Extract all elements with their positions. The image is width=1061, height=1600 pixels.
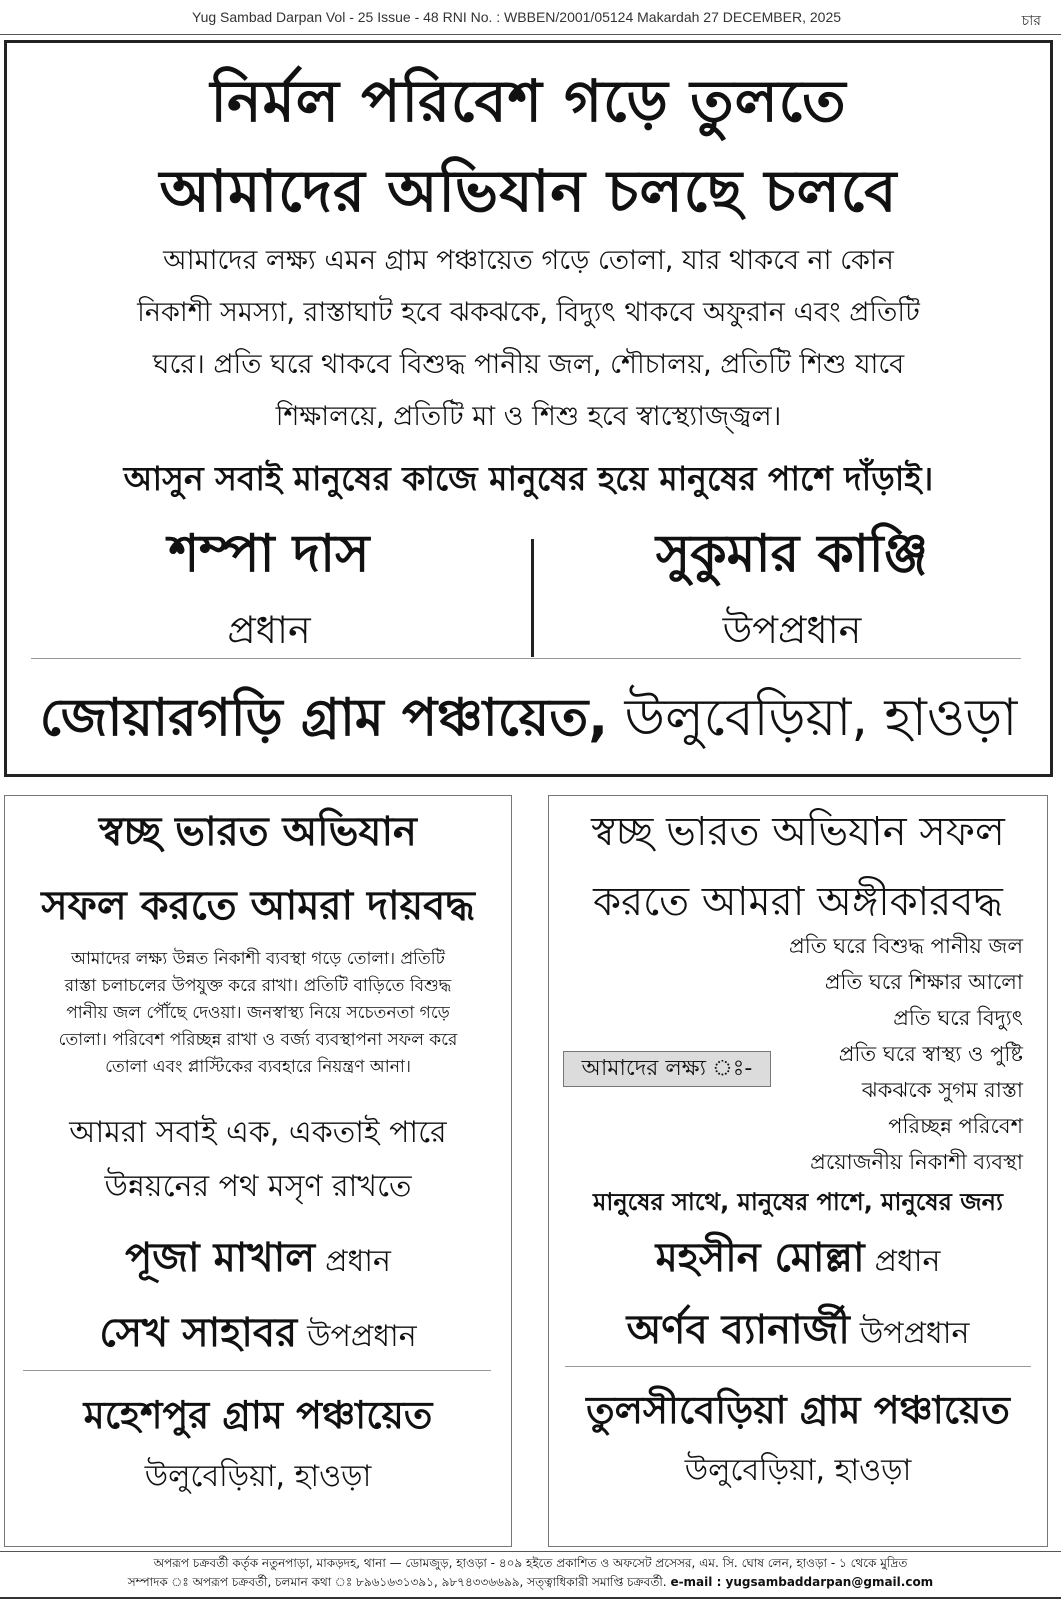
goal-item: প্রতি ঘরে বিশুদ্ধ পানীয় জল (789, 934, 1023, 958)
left-person1-role: প্রধান (325, 1244, 391, 1279)
main-person2-name: সুকুমার কাঞ্জি (655, 524, 929, 584)
left-panchayat-name: মহেশপুর গ্রাম পঞ্চায়েত (83, 1393, 433, 1437)
right-advertisement (548, 795, 1048, 1547)
left-person2-role: উপপ্রধান (307, 1319, 417, 1354)
left-person2 (5, 1301, 511, 1368)
right-person2-role: উপপ্রধান (859, 1316, 970, 1351)
right-person2 (549, 1298, 1047, 1365)
masthead-info: Yug Sambad Darpan Vol - 25 Issue - 48 RNI No. : WBBEN/2001/05124 Makardah 27 DECEMBER, 2025 (192, 9, 842, 25)
left-person2-name: সেখ সাহাবর (99, 1310, 298, 1356)
footer-line2 (0, 1574, 1061, 1594)
main-body-line2: নিকাশী সমস্যা, রাস্তাঘাট হবে ঝকঝকে, বিদ্যুৎ থাকবে অফুরান এবং প্রতিটি (137, 297, 920, 328)
left-para-line5: তোলা এবং প্লাস্টিকের ব্যবহারে নিয়ন্ত্রণ আনা। (105, 1057, 411, 1077)
goal-item: প্রতি ঘরে শিক্ষার আলো (824, 970, 1023, 994)
left-para-line3: পানীয় জল পৌঁছে দেওয়া। জনস্বাস্থ্য নিয়ে সচেতনতা গড়ে (66, 1003, 450, 1023)
goal-item: প্রতি ঘরে স্বাস্থ্য ও পুষ্টি (838, 1042, 1023, 1066)
footer-email: e-mail : yugsambaddarpan@gmail.com (670, 1575, 934, 1589)
page-number: চার (1021, 12, 1041, 28)
goal-list (789, 928, 1023, 1180)
main-headline-line2: আমাদের অভিযান চলছে চলবে (159, 157, 898, 225)
masthead (0, 0, 1061, 34)
footer-rule (0, 1551, 1061, 1552)
right-divider (565, 1366, 1031, 1367)
right-person2-name: অর্ণব ব্যানার্জী (626, 1307, 850, 1353)
goal-item: প্রয়োজনীয় নিকাশী ব্যবস্থা (810, 1150, 1023, 1174)
main-headline-line1: নির্মল পরিবেশ গড়ে তুলতে (210, 67, 847, 135)
main-slogan: আসুন সবাই মানুষের কাজে মানুষের হয়ে মানুষের পাশে দাঁড়াই। (123, 459, 934, 498)
main-body-line1: আমাদের লক্ষ্য এমন গ্রাম পঞ্চায়েত গড়ে তোলা, যার থাকবে না কোন (163, 245, 894, 276)
left-para-line4: তোলা। পরিবেশ পরিচ্ছন্ন রাখা ও বর্জ্য ব্যবস্থাপনা সফল করে (58, 1030, 458, 1050)
right-title-line1: স্বচ্ছ ভারত অভিযান সফল (591, 809, 1005, 855)
left-slogan-line1: আমরা সবাই এক, একতাই পারে (69, 1115, 447, 1150)
left-para-line2: রাস্তা চলাচলের উপযুক্ত করে রাখা। প্রতিটি বাড়িতে বিশুদ্ধ (64, 976, 452, 996)
main-panchayat-location: উলুবেড়িয়া, হাওড়া (608, 688, 1018, 748)
footer-bottom-rule (0, 1597, 1061, 1599)
left-advertisement (4, 795, 512, 1547)
left-slogan-line2: উন্নয়নের পথ মসৃণ রাখতে (104, 1169, 412, 1204)
masthead-rule (0, 34, 1061, 35)
right-title-line2: করতে আমরা অঙ্গীকারবদ্ধ (593, 879, 1003, 925)
main-body-line4: শিক্ষালয়ে, প্রতিটি মা ও শিশু হবে স্বাস্থ্যোজ্জ্বল। (275, 401, 782, 432)
footer-line1: অপরূপ চক্রবর্তী কর্তৃক নতুনপাড়া, মাকড়দহ, থানা — ডোমজুড়, হাওড়া - ৪০৯ হইতে প্রকাশিত ও অফসেট প্রসেসর, এম. সি. ঘোষ লেন, হাওড়া - ১ থেকে মুদ্রিত (153, 1556, 908, 1570)
main-divider (31, 658, 1021, 659)
main-panchayat (7, 677, 1050, 764)
right-panchayat-location: উলুবেড়িয়া, হাওড়া (684, 1453, 912, 1488)
main-person1-role: প্রধান (227, 608, 311, 652)
right-panchayat-name: তুলসীবেড়িয়া গ্রাম পঞ্চায়েত (586, 1388, 1010, 1432)
left-panchayat-location: উলুবেড়িয়া, হাওড়া (144, 1459, 372, 1494)
main-body-line3: ঘরে। প্রতি ঘরে থাকবে বিশুদ্ধ পানীয় জল, শৌচালয়, প্রতিটি শিশু যাবে (152, 349, 905, 380)
footer-editor: সম্পাদক ঃ অপরূপ চক্রবর্তী, চলমান কথা ঃ ৮৯৬১৬৩১৩৯১, ৯৮৭৪৩৩৬৬৯৯, সত্ত্বাধিকারী সমাপ্তি চক্রবর্তী. (127, 1575, 667, 1589)
left-title-line2: সফল করতে আমরা দায়বদ্ধ (41, 883, 475, 929)
goal-item: ঝকঝকে সুগম রাস্তা (861, 1078, 1023, 1102)
right-person1-role: প্রধান (874, 1244, 941, 1279)
goal-item: পরিচ্ছন্ন পরিবেশ (888, 1114, 1023, 1138)
goal-item: প্রতি ঘরে বিদ্যুৎ (893, 1006, 1023, 1030)
main-person2-role: উপপ্রধান (722, 608, 862, 652)
left-divider (23, 1370, 491, 1371)
main-person1-name: শম্পা দাস (168, 524, 370, 584)
main-advertisement (4, 40, 1053, 777)
right-tagline: মানুষের সাথে, মানুষের পাশে, মানুষের জন্য (593, 1188, 1003, 1216)
goal-label: আমাদের লক্ষ্য ঃ- (563, 1051, 771, 1087)
right-person1 (549, 1226, 1047, 1293)
left-person1 (5, 1226, 511, 1293)
right-person1-name: মহসীন মোল্লা (655, 1235, 865, 1281)
left-person1-name: পূজা মাখাল (125, 1235, 316, 1281)
imprint-footer (0, 1553, 1061, 1600)
main-panchayat-name: জোয়ারগড়ি গ্রাম পঞ্চায়েত, (39, 688, 609, 748)
left-para-line1: আমাদের লক্ষ্য উন্নত নিকাশী ব্যবস্থা গড়ে তোলা। প্রতিটি (71, 949, 445, 969)
left-title-line1: স্বচ্ছ ভারত অভিযান (99, 809, 417, 855)
